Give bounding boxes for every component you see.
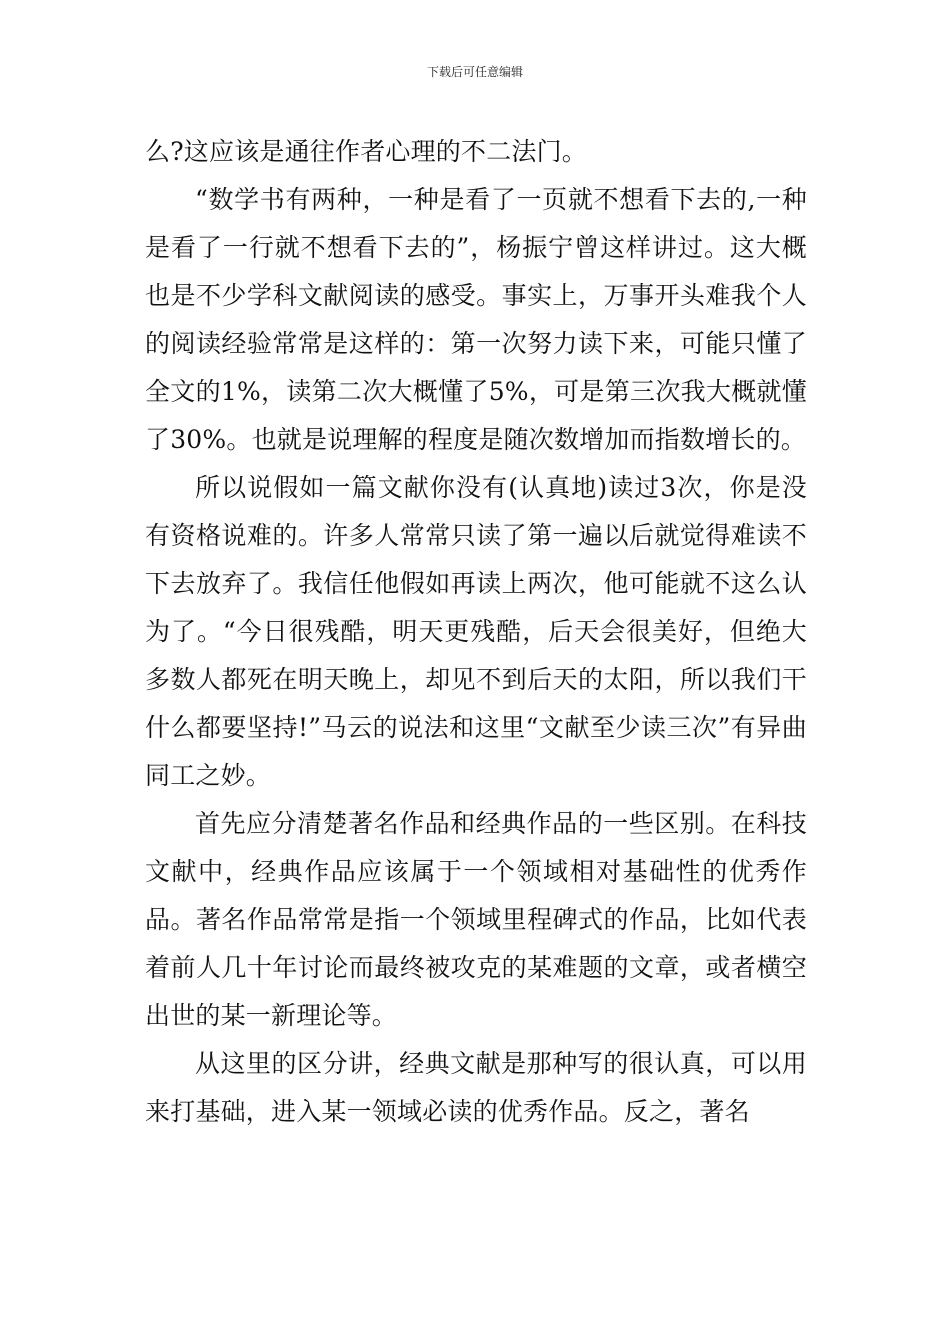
paragraph-continuation: 么?这应该是通往作者心理的不二法门。: [145, 137, 588, 166]
paragraph: 从这里的区分讲，经典文献是那种写的很认真，可以用来打基础，进入某一领域必读的优秀作品。反之，著名: [145, 1049, 807, 1126]
page-header: 下载后可任意编辑: [426, 65, 523, 79]
paragraph: “数学书有两种，一种是看了一页就不想看下去的,一种是看了一行就不想看下去的”，杨振宁曾这样讲过。这大概也是不少学科文献阅读的感受。事实上，万事开头难我个人的阅读经验常常是这样的：第一次努力读下来，可能只懂了全文的1%，读第二次大概懂了5%，可是第三次我大概就懂了30%。也就是说理解的程度是随次数增加而指数增长的。: [145, 185, 807, 454]
paragraph: 首先应分清楚著名作品和经典作品的一些区别。在科技文献中，经典作品应该属于一个领域相对基础性的优秀作品。著名作品常常是指一个领域里程碑式的作品，比如代表着前人几十年讨论而最终被攻克的某难题的文章，或者横空出世的某一新理论等。: [145, 809, 807, 1030]
paragraph: 所以说假如一篇文献你没有(认真地)读过3次，你是没有资格说难的。许多人常常只读了第一遍以后就觉得难读不下去放弃了。我信任他假如再读上两次，他可能就不这么认为了。“今日很残酷，明天更残酷，后天会很美好，但绝大多数人都死在明天晚上，却见不到后天的太阳，所以我们干什么都要坚持!”马云的说法和这里“文献至少读三次”有异曲同工之妙。: [145, 473, 807, 790]
document-body: [145, 128, 807, 1136]
